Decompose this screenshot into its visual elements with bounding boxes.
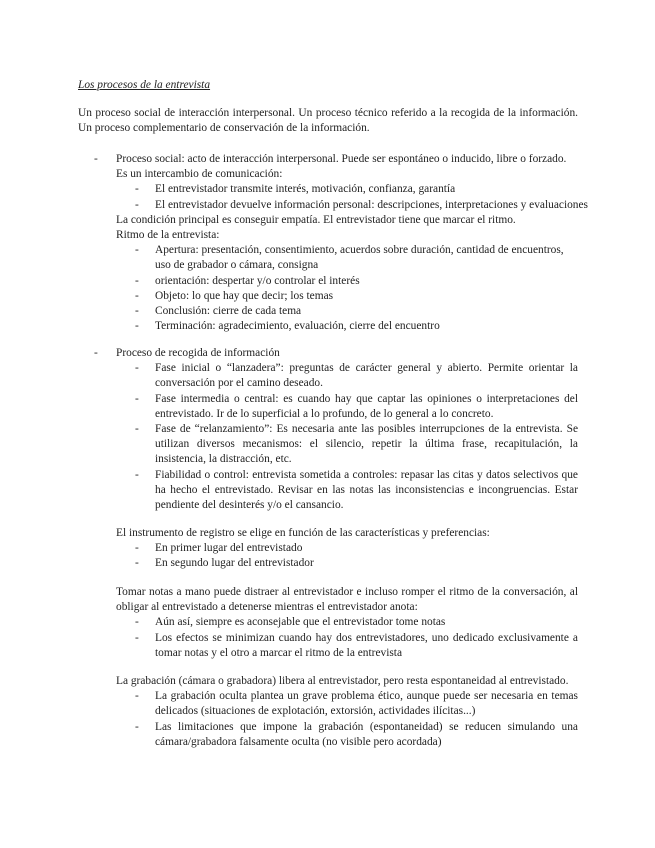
list-item: - Terminación: agradecimiento, evaluación, cierre del encuentro — [78, 319, 578, 334]
dash-marker: - — [135, 557, 139, 570]
list-item: - orientación: despertar y/o controlar el interés — [78, 274, 578, 289]
list-item — [78, 152, 578, 182]
list-item: - Fase inicial o “lanzadera”: preguntas de carácter general y abierto. Permite orientar la conversación por el camino deseado. — [135, 362, 578, 390]
dash-marker: - — [135, 305, 139, 318]
section-instrument — [78, 526, 578, 572]
dash-marker: - — [135, 631, 139, 644]
dash-marker: - — [135, 274, 139, 287]
notes-text: Tomar notas a mano puede distraer al entrevistador e incluso romper el ritmo de la conversación, al obligar al entrevistado a detenerse mientras el entrevistador anota: — [116, 586, 578, 614]
gathering-heading: Proceso de recogida de información — [116, 347, 280, 359]
dash-marker: - — [135, 720, 139, 733]
dash-marker: - — [135, 183, 139, 196]
list-item: - En primer lugar del entrevistado — [78, 541, 578, 556]
list-item: - Objeto: lo que hay que decir; los temas — [78, 289, 578, 304]
dash-marker: - — [94, 347, 98, 359]
dash-marker: - — [135, 244, 139, 257]
list-item: - El entrevistador devuelve información personal: descripciones, interpretaciones y evaluaciones — [78, 198, 578, 213]
social-heading: Proceso social: acto de interacción interpersonal. Puede ser espontáneo o inducido, libre o forzado. Es un intercambio de comunicación: — [116, 153, 567, 181]
list-item: - Aún así, siempre es aconsejable que el entrevistador tome notas — [78, 615, 578, 630]
section-social-process — [78, 152, 588, 334]
dash-marker: - — [135, 362, 139, 375]
section-gathering-process — [78, 346, 578, 513]
document-title: Los procesos de la entrevista — [78, 79, 211, 91]
dash-marker: - — [135, 198, 139, 211]
dash-marker: - — [135, 320, 139, 333]
list-item: - Fase intermedia o central: es cuando hay que captar las opiniones o interpretaciones del entrevistado. Ir de lo superficial a lo profundo, de lo general a lo concreto. — [135, 392, 578, 420]
list-item: - En segundo lugar del entrevistador — [78, 556, 578, 571]
dash-marker: - — [94, 153, 98, 165]
list-item: - Las limitaciones que impone la grabación (espontaneidad) se reducen simulando una cámara/grabadora falsamente oculta (no visible pero acordada) — [135, 720, 578, 748]
section-notes — [78, 585, 578, 661]
list-item: - Los efectos se minimizan cuando hay dos entrevistadores, uno dedicado exclusivamente a tomar notas y el otro a marcar el ritmo de la entrevista — [135, 631, 578, 659]
dash-marker: - — [135, 542, 139, 555]
section-recording — [78, 674, 578, 750]
dash-marker: - — [135, 423, 139, 436]
list-item: - Fase de “relanzamiento”: Es necesaria ante las posibles interrupciones de la entrevista. Se utilizan diversos mecanismos: el silencio, repetir la última frase, recapitulación, la insistencia, la distracción, etc. — [135, 423, 578, 466]
list-item — [78, 346, 578, 361]
list-item: - Apertura: presentación, consentimiento, acuerdos sobre duración, cantidad de encuentros, uso de grabador o cámara, consigna — [135, 244, 564, 272]
recording-text: La grabación (cámara o grabadora) libera al entrevistador, pero resta espontaneidad al entrevistado. — [116, 675, 569, 687]
condition-text: La condición principal es conseguir empatía. El entrevistador tiene que marcar el ritmo. — [116, 213, 516, 226]
list-item: - El entrevistador transmite interés, motivación, confianza, garantía — [78, 182, 578, 197]
dash-marker: - — [135, 392, 139, 405]
list-item: - Conclusión: cierre de cada tema — [78, 304, 578, 319]
rhythm-label: Ritmo de la entrevista: — [116, 229, 220, 242]
list-item: - Fiabilidad o control: entrevista sometida a controles: repasar las citas y datos selectivos que ha hecho el entrevistado. Revisar en las notas las inconsistencias e incongruencias. Estar pendiente del desinterés y/o el cansancio. — [135, 468, 578, 512]
instrument-text: El instrumento de registro se elige en función de las características y preferencias: — [116, 527, 490, 539]
list-item: - La grabación oculta plantea un grave problema ético, aunque puede ser necesaria en temas delicados (situaciones de explotación, extorsión, actividades ilícitas...) — [135, 690, 578, 718]
dash-marker: - — [135, 690, 139, 703]
dash-marker: - — [135, 616, 139, 629]
dash-marker: - — [135, 468, 139, 481]
intro-paragraph: Un proceso social de interacción interpersonal. Un proceso técnico referido a la recogida de la información. Un proceso complementario de conservación de la información. — [78, 107, 578, 135]
dash-marker: - — [135, 289, 139, 302]
